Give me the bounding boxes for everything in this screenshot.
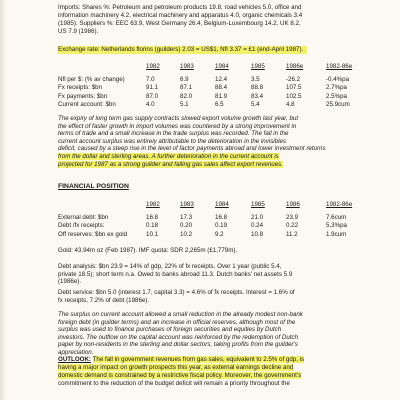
text-line: paper by non-residents in the sterling and dollar sectors, taking profits from the guilder's — [58, 341, 298, 349]
table-row — [58, 84, 398, 92]
outlook-line: commitment to the reduction of the budget deficit will remain a priority throughout the — [58, 380, 290, 387]
table-cell: 1982-86e — [326, 63, 353, 70]
outlook-line — [58, 356, 396, 364]
table-cell: 1982-86e — [326, 201, 353, 208]
text-line: investors. The outflow on the capital account was reinforced by the redemption of Dutch — [58, 333, 299, 341]
text-line: from the dollar and sterling areas. A further deterioration in the current account is — [58, 153, 279, 160]
row-label: Debt /fx receipts: — [58, 222, 105, 229]
table-cell: 23.9 — [286, 213, 299, 221]
table-cell: 16.8 — [146, 213, 159, 221]
table-cell: 1985 — [251, 201, 265, 208]
table-cell: 7.0 — [146, 75, 155, 83]
table-cell: 5.4 — [251, 101, 260, 108]
financial-position-heading: FINANCIAL POSITION — [58, 183, 129, 190]
text-line: Debt analysis: $bn 23.9 = 14% of gdp, 22% of fx receipts. Over 1 year (public 5.4, — [58, 263, 282, 270]
table-cell: 4.0 — [146, 101, 155, 108]
table-cell: 16.8 — [215, 213, 228, 221]
financial-table-header — [58, 201, 398, 209]
exchange-rate-line: Exchange rate: Netherlands florins (guilders) 2.03 = US$1, Nfl 3.37 = £1 (end-April 1987). — [58, 46, 307, 54]
table-cell: 5.1 — [180, 101, 189, 108]
table-cell: 0.19 — [215, 222, 228, 229]
table-cell: 7.6cum — [326, 213, 347, 221]
table-cell: 88.8 — [251, 84, 264, 91]
row-label: Current account: $bn — [58, 101, 116, 108]
text-line: (1986e). — [58, 278, 82, 286]
table-cell: 0.24 — [251, 222, 264, 229]
table-cell: 9.2 — [215, 230, 224, 238]
economy-table-header — [58, 63, 398, 71]
text-line: Debt service: $bn 5.0 (interest 1.7, capital 3.3) = 4.6% of fx receipts. Interest = 1.6% of — [58, 289, 295, 296]
row-label: Fx receipts: $bn — [58, 84, 103, 91]
table-cell: 83.4 — [251, 92, 264, 100]
table-cell: 81.9 — [215, 92, 228, 100]
table-cell: 1984 — [215, 63, 229, 70]
text-line: foreign debt (in guilder terms) and an increase in official reserves, although most of the — [58, 318, 296, 326]
text-line: current account surplus was entirely attributable to the deterioration in the invisibles — [58, 137, 287, 145]
table-cell: 91.1 — [146, 84, 159, 91]
table-cell: 2.7%pa — [326, 84, 347, 91]
table-cell: 1982 — [146, 201, 160, 208]
table-cell: -26.2 — [286, 75, 301, 83]
table-cell: 87.1 — [180, 84, 193, 91]
imports-line: Imports: Shares %: Petroleum and petroleum products 19.8, road vehicles 5.0, office and — [58, 4, 302, 11]
table-cell: 3.5 — [251, 75, 260, 83]
row-label: External debt: $bn — [58, 213, 109, 221]
table-cell: 1.9cum — [326, 230, 347, 238]
imports-line: US 7.9 (1986). — [58, 28, 99, 35]
table-cell: 6.9 — [180, 75, 189, 83]
table-cell: 10.1 — [146, 230, 159, 238]
table-cell: 88.4 — [215, 84, 228, 91]
text-line: The expiry of long term gas supply contracts slowed export volume growth last year, but — [58, 115, 299, 122]
table-cell: 107.5 — [286, 84, 302, 91]
table-row — [58, 231, 398, 239]
text-line: private 18.5); short term n.a. Owed to banks abroad 11.3. Dutch banks' net assets 5.9 — [58, 270, 293, 278]
outlook-line: domestic demand is constrained by a restrictive fiscal policy. Moreover, the government's — [58, 372, 302, 379]
table-cell: 82.0 — [180, 92, 193, 100]
table-cell: 12.4 — [215, 75, 228, 83]
table-cell: 1986e — [286, 63, 304, 70]
outlook-label: OUTLOOK: — [58, 356, 91, 363]
table-cell: 11.2 — [286, 230, 298, 238]
imports-line: information machinery 4.2, electrical machinery and apparatus 4.0, organic chemicals 3.4 — [58, 12, 303, 19]
outlook-text: The fall in government revenues from gas sales, equivalent to 2.5% of gdp, is — [92, 356, 305, 363]
table-row — [58, 93, 398, 101]
table-cell: -0.4%pa — [326, 75, 350, 83]
table-row — [58, 222, 398, 230]
table-cell: 0.18 — [146, 222, 159, 229]
table-cell: 6.5 — [215, 101, 224, 108]
table-row — [58, 214, 398, 222]
table-cell: 1984 — [215, 201, 229, 208]
table-cell: 87.0 — [146, 92, 159, 100]
table-cell: 1986 — [286, 201, 300, 208]
table-cell: 17.3 — [180, 213, 193, 221]
text-line: deficit, caused by a steep rise in the level of factor payments abroad and lower investment returns — [58, 145, 326, 153]
table-row — [58, 76, 398, 84]
text-line: terms of trade and a small increase in the trade surplus was recorded. The fall in the — [58, 130, 289, 138]
table-cell: 1983 — [180, 63, 194, 70]
outlook-line: having a major impact on growth prospects this year, as external earnings decline and — [58, 364, 294, 371]
table-cell: 102.5 — [286, 92, 302, 100]
table-cell: 10.2 — [180, 230, 193, 238]
table-cell: 1982 — [146, 63, 160, 70]
text-line: the effect of faster growth in import volumes was countered by a strong improvement in — [58, 122, 297, 130]
table-cell: 1983 — [180, 201, 194, 208]
text-line: appreciation. — [58, 349, 94, 356]
text-line: The surplus on current account allowed a small reduction in the already modest non-bank — [58, 311, 303, 318]
table-cell: 4.8 — [286, 101, 295, 108]
table-cell: 0.20 — [180, 222, 193, 229]
table-cell: 21.0 — [251, 213, 264, 221]
table-cell: 5.3%pa — [326, 222, 347, 229]
table-cell: 0.22 — [286, 222, 299, 229]
row-label: Fx payments: $bn — [58, 92, 108, 100]
table-cell: 1985 — [251, 63, 265, 70]
text-line: surplus was used to finance purchases of foreign securities and equities by Dutch — [58, 326, 282, 334]
table-cell: 10.8 — [251, 230, 264, 238]
gold-line: Gold: 43.94m oz (Feb 1987). IMF quota: SDR 2,265m (£1,779m). — [58, 247, 238, 254]
text-line: projected for 1987 as a strong guilder and falling gas sales affect export revenues. — [58, 160, 283, 168]
table-cell: 2.5%pa — [326, 92, 347, 100]
row-label: Nfl per $: (% av change) — [58, 75, 125, 83]
imports-line: (1985). Suppliers %: EEC 63.9, West Germany 26.4, Belgium-Luxembourg 14.2, UK 8.2, — [58, 20, 301, 27]
text-line: fx receipts, 7.2% of debt (1986e). — [58, 296, 150, 304]
row-label: Off reserves: $bn ex gold — [58, 230, 128, 238]
table-row — [58, 101, 398, 109]
table-cell: 25.9cum — [326, 101, 350, 108]
